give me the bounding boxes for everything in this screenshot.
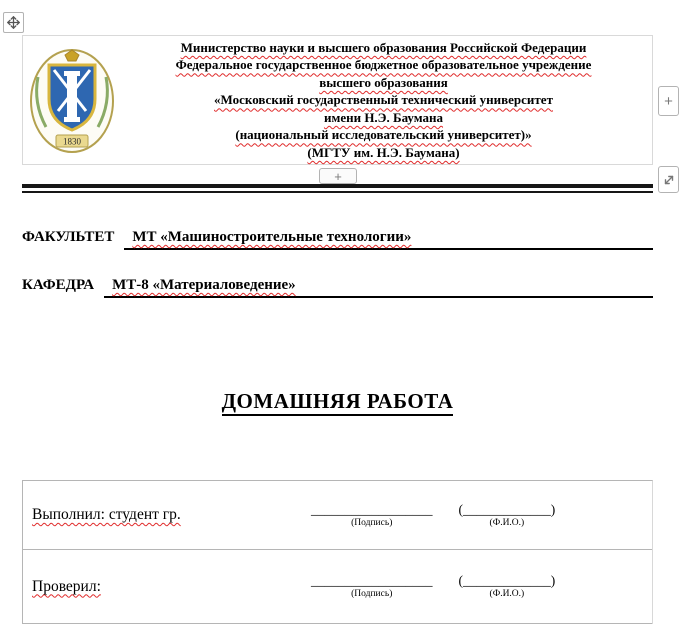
signature-table — [22, 480, 653, 624]
signature-row-label-cell — [23, 578, 303, 596]
signature-blank-group — [311, 503, 433, 528]
move-icon — [6, 15, 21, 30]
department-underline — [104, 277, 653, 298]
header-line: Министерство науки и высшего образования Российской Федерации — [180, 39, 587, 55]
department-value: МТ-8 «Материаловедение» — [112, 277, 296, 293]
logo-year: 1830 — [63, 136, 81, 147]
signature-blank-line: __________________ — [311, 573, 433, 588]
table-row — [23, 550, 652, 624]
header-line: имени Н.Э. Баумана — [323, 109, 444, 125]
name-blank-group — [459, 574, 556, 599]
separator-rule-thick — [22, 184, 653, 188]
table-resize-handle[interactable] — [658, 166, 679, 193]
signature-row-label: Проверил: — [32, 577, 101, 595]
table-move-handle[interactable] — [3, 12, 24, 33]
signature-row-value-cell — [303, 574, 652, 599]
document-title — [22, 389, 653, 414]
signature-blank-line: __________________ — [311, 501, 433, 517]
signature-blank-group — [311, 574, 433, 599]
signature-caption: (Подпись) — [351, 517, 393, 528]
name-blank-line: (_____________) — [458, 573, 556, 588]
university-emblem-icon — [28, 45, 116, 155]
header-line: (МГТУ им. Н.Э. Баумана) — [307, 144, 460, 160]
signature-row-label-cell — [23, 506, 303, 524]
university-header-text — [121, 39, 652, 162]
header-line: Федеральное государственное бюджетное образовательное учреждение — [175, 57, 592, 73]
header-line: высшего образования — [319, 74, 448, 90]
faculty-underline — [124, 229, 653, 250]
faculty-label: ФАКУЛЬТЕТ — [22, 229, 115, 245]
faculty-value: МТ «Машиностроительные технологии» — [132, 229, 412, 245]
table-row — [23, 481, 652, 550]
university-logo — [23, 45, 121, 155]
signature-caption: (Подпись) — [351, 589, 393, 599]
header-line: «Московский государственный технический университет — [214, 92, 553, 108]
signature-row-label: Выполнил: студент гр. — [32, 506, 181, 523]
document-title-text: ДОМАШНЯЯ РАБОТА — [222, 389, 454, 416]
add-row-button[interactable]: + — [319, 168, 357, 184]
name-blank-group — [459, 503, 556, 528]
separator-rule-thin — [22, 191, 653, 193]
name-caption: (Ф.И.О.) — [489, 517, 525, 528]
faculty-row — [22, 229, 653, 250]
department-row — [22, 277, 653, 298]
resize-diagonal-icon — [663, 174, 675, 186]
add-column-button[interactable]: + — [658, 86, 679, 116]
header-line: (национальный исследовательский университет)» — [235, 127, 532, 143]
name-blank-line: (_____________) — [458, 501, 556, 517]
department-label: КАФЕДРА — [22, 277, 95, 293]
name-caption: (Ф.И.О.) — [489, 589, 525, 599]
university-header — [22, 35, 653, 165]
signature-row-value-cell — [303, 503, 652, 528]
